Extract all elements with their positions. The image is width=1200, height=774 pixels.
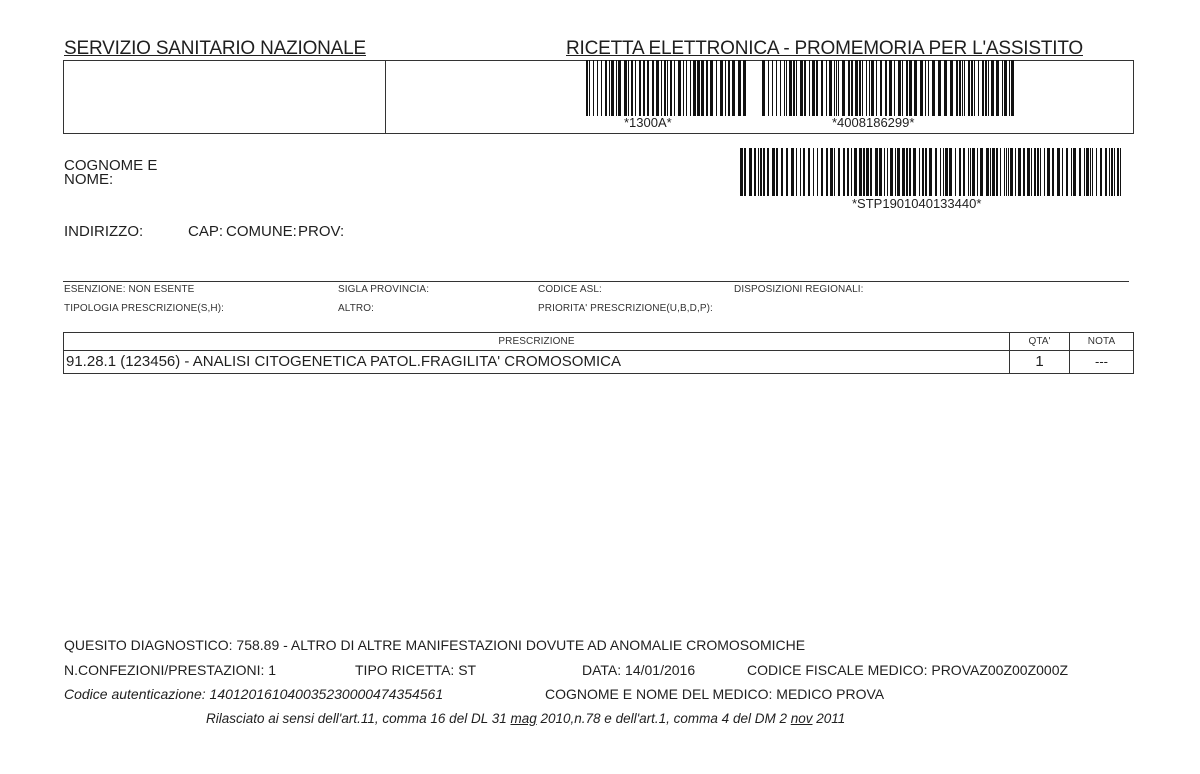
header-left-title: SERVIZIO SANITARIO NAZIONALE	[64, 38, 366, 59]
table-cell-prescrizione: 91.28.1 (123456) - ANALISI CITOGENETICA PATOL.FRAGILITA' CROMOSOMICA	[66, 353, 621, 370]
patient-name-label-line1: COGNOME E	[64, 157, 158, 174]
sigla-provincia-field: SIGLA PROVINCIA:	[338, 284, 430, 295]
altro-field: ALTRO:	[338, 303, 374, 314]
patient-name-label-line2: NOME:	[64, 171, 114, 188]
table-row	[63, 350, 1010, 374]
barcode-stp	[740, 148, 1124, 196]
rilasciato-nov: nov	[790, 711, 813, 726]
barcode-2-text: *4008186299*	[832, 115, 915, 130]
rilasciato-mag: mag	[510, 711, 537, 726]
table-header-nota	[1069, 332, 1134, 351]
address-label: INDIRIZZO:	[64, 223, 144, 240]
disposizioni-field: DISPOSIZIONI REGIONALI:	[734, 284, 864, 295]
table-header-qta	[1009, 332, 1070, 351]
quesito-diagnostico: QUESITO DIAGNOSTICO: 758.89 - ALTRO DI ALTRE MANIFESTAZIONI DOVUTE AD ANOMALIE CROMOSOMICHE	[64, 637, 806, 653]
n-confezioni: N.CONFEZIONI/PRESTAZIONI: 1	[64, 662, 277, 678]
patient-name-label	[64, 159, 157, 187]
table-header-nota-text: NOTA	[1087, 336, 1116, 347]
table-header-prescrizione	[63, 332, 1010, 351]
barcode-1-text: *1300A*	[624, 115, 672, 130]
priorita-field: PRIORITA' PRESCRIZIONE(U,B,D,P):	[538, 303, 713, 314]
medico-nome: COGNOME E NOME DEL MEDICO: MEDICO PROVA	[545, 686, 885, 702]
rilasciato-note	[206, 711, 845, 726]
comune-label: COMUNE:	[226, 223, 297, 240]
tipologia-field: TIPOLOGIA PRESCRIZIONE(S,H):	[64, 303, 225, 314]
table-cell-qta: 1	[1035, 353, 1044, 370]
rilasciato-part3: 2011	[812, 711, 846, 726]
rilasciato-part2: 2010,n.78 e dell'art.1, comma 4 del DM 2	[536, 711, 791, 726]
barcode-4008186299	[762, 60, 1014, 116]
table-cell-nota-box	[1069, 350, 1134, 374]
tipo-ricetta: TIPO RICETTA: ST	[355, 662, 477, 678]
rilasciato-part1: Rilasciato ai sensi dell'art.11, comma 16 del DL 31	[206, 711, 511, 726]
prov-label: PROV:	[298, 223, 345, 240]
section-divider	[63, 281, 1129, 282]
data-ricetta: DATA: 14/01/2016	[582, 662, 696, 678]
header-box-divider	[385, 60, 386, 134]
barcode-3-text: *STP1901040133440*	[852, 196, 982, 211]
table-cell-nota: ---	[1095, 354, 1108, 369]
table-header-prescrizione-text: PRESCRIZIONE	[498, 336, 575, 347]
table-header-qta-text: QTA'	[1028, 336, 1051, 347]
cap-label: CAP:	[188, 223, 224, 240]
barcode-1300a	[586, 60, 750, 116]
codice-fiscale-medico: CODICE FISCALE MEDICO: PROVAZ00Z00Z000Z	[747, 662, 1069, 678]
header-right-title: RICETTA ELETTRONICA - PROMEMORIA PER L'ASSISTITO	[566, 38, 1083, 59]
table-cell-qta-box	[1009, 350, 1070, 374]
esenzione-field: ESENZIONE: NON ESENTE	[64, 284, 195, 295]
codice-asl-field: CODICE ASL:	[538, 284, 602, 295]
codice-autenticazione: Codice autenticazione: 1401201610400352300004743545​61	[64, 686, 444, 702]
